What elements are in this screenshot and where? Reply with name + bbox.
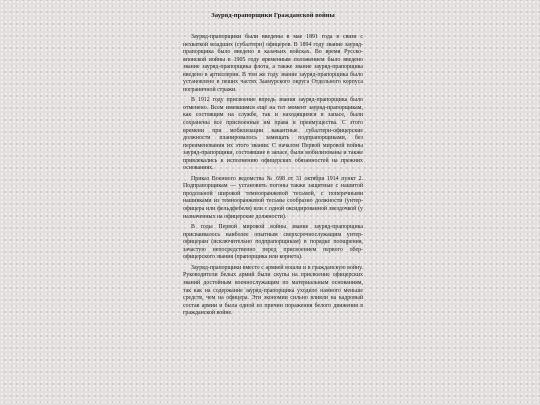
- paragraph-1: Зауряд-прапорщики были введены в мае 1891 года в связи с нехваткой младших (субалтерн) офицеров. В 1894 году звание зауряд-прапорщика было введено в казачьих войсках. Во время Русско-японской войны в 1905 году временным положением было введено звание зауряд-прапорщика флота, а также звание зауряд-прапорщика введено в артиллерии. В том же году звание зауряд-прапорщика было установлено в пеших частях Заамурского округа Отдельного корпуса пограничной стражи.: [183, 34, 363, 93]
- paragraph-4: В годы Первой мировой войны звание зауряд-прапорщика присваивалось наиболее опытным сверхсрочнослужащим унтер-офицерам (исключительно подпрапорщикам) в порядке поощрения, зачастую непосредственно перед присвоением первого обер-офицерского звания (прапорщика или корнета).: [183, 224, 363, 261]
- paragraph-2: В 1912 году присвоение впредь звания зауряд-прапорщика было отменено. Всем имевшимся ещё на тот момент зауряд-прапорщикам, как состоящим на службе, так и находящимся в запасе, были сохранены все присвоенные им права и преимущества. С этого времени при мобилизации вакантные субалтерн-офицерские должности планировалось замещать подпрапорщиками, без переименования их этого звания. С началом Первой мировой войны зауряд-прапорщики, состоявшие в запасе, были мобилизованы и также привлекались к исполнению офицерских обязанностей на прежних основаниях.: [183, 97, 363, 172]
- document-page: [183, 0, 363, 405]
- article-title: Зауряд-прапорщики Гражданской войны: [211, 12, 335, 19]
- paragraph-3: Приказ Военного ведомства № 698 от 31 октября 1914 пункт 2. Подпрапорщикам — установить погоны также защитные с нашитой продольной широкой темнооранжевой тесьмой, с поперечными нашивками из темнооранжевой тесьмы сообразно должности (унтер-офицера или фельдфебеля) или с одной оксидированной звездочкой (у назначенных на офицерские должности).: [183, 175, 363, 220]
- paragraph-5: Зауряд-прапорщики вместе с армией вошли и в гражданскую войну. Руководители белых армий были скупы на присвоение офицерских званий достойным военнослужащим по материальным основаниям, так как на содержание зауряд-прапорщика уходило намного меньше средств, чем на офицера. Эти экономии сильно влияли на кадровый состав армии и была одной из причин поражения белого движения в гражданской войне.: [183, 264, 363, 317]
